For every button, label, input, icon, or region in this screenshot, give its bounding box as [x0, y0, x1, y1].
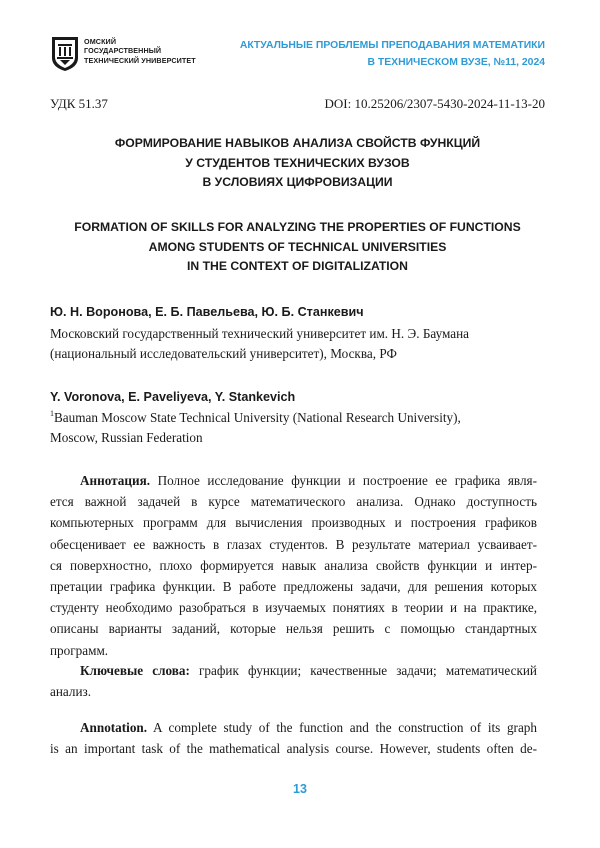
page-header — [50, 30, 545, 80]
abstract-line: ся поверхностно, плохо формируется навык анализа свойств функции и интер- — [50, 557, 537, 573]
abstract-line: программ. — [50, 642, 109, 658]
abstract-line — [50, 470, 537, 491]
abstract-text: A complete study of the function and the construction of its graph — [147, 720, 537, 735]
affiliation-english — [50, 408, 545, 447]
title-line: У СТУДЕНТОВ ТЕХНИЧЕСКИХ ВУЗОВ — [185, 155, 410, 170]
affiliation-line: Moscow, Russian Federation — [50, 429, 203, 445]
abstract-line: описаны варианты заданий, которые нельзя решить с помощью стандартных — [50, 621, 537, 637]
doi: DOI: 10.25206/2307-5430-2024-11-13-20 — [324, 96, 545, 111]
abstract-line: обесценивает ее важность в глазах студентов. В результате материал усваивает- — [50, 536, 537, 552]
affiliation-line: (национальный исследовательский университет), Москва, РФ — [50, 345, 397, 361]
abstract-line: ется важной задачей в курсе математического анализа. Однако доступность — [50, 494, 537, 510]
title-line: IN THE CONTEXT OF DIGITALIZATION — [187, 259, 408, 273]
udk-code: УДК 51.37 — [50, 96, 108, 111]
affiliation-text: Bauman Moscow State Technical University (National Research University), — [54, 410, 461, 425]
abstract-russian — [50, 470, 537, 661]
keywords-text: график функции; качественные задачи; математический — [189, 663, 537, 678]
title-line: AMONG STUDENTS OF TECHNICAL UNIVERSITIES — [148, 239, 447, 254]
journal-title — [240, 38, 545, 71]
keywords-line: анализ. — [50, 684, 92, 700]
title-line: В УСЛОВИЯХ ЦИФРОВИЗАЦИИ — [202, 175, 393, 189]
journal-title-line2: В ТЕХНИЧЕСКОМ ВУЗЕ, №11, 2024 — [367, 56, 545, 68]
keywords-russian — [50, 660, 537, 702]
affiliation-russian — [50, 324, 545, 363]
keywords-line — [50, 660, 537, 681]
abstract-line — [50, 717, 537, 738]
logo-line: ГОСУДАРСТВЕННЫЙ — [84, 46, 162, 56]
title-english — [50, 218, 545, 277]
article-meta — [50, 96, 545, 114]
title-line: FORMATION OF SKILLS FOR ANALYZING THE PROPERTIES OF FUNCTIONS — [74, 220, 521, 234]
affiliation-line — [50, 408, 545, 428]
logo-line: ТЕХНИЧЕСКИЙ УНИВЕРСИТЕТ — [84, 55, 196, 65]
title-russian — [50, 134, 545, 193]
logo-line: ОМСКИЙ — [84, 37, 117, 46]
logo-text — [84, 37, 194, 65]
abstract-line: претации графика функции. В работе предложены задачи, для решения которых — [50, 578, 537, 594]
title-line: ФОРМИРОВАНИЕ НАВЫКОВ АНАЛИЗА СВОЙСТВ ФУНКЦИЙ — [114, 136, 481, 150]
affiliation-marker: 1 — [50, 408, 54, 418]
abstract-english — [50, 717, 537, 759]
abstract-line: is an important task of the mathematical analysis course. However, students often de- — [50, 741, 537, 757]
authors-english: Y. Voronova, E. Paveliyeva, Y. Stankevich — [50, 390, 296, 404]
journal-title-line1: АКТУАЛЬНЫЕ ПРОБЛЕМЫ ПРЕПОДАВАНИЯ МАТЕМАТИКИ — [239, 40, 545, 51]
abstract-line: студенту необходимо разобраться в изучаемых понятиях в теории и на практике, — [50, 600, 537, 616]
abstract-line: компьютерных программ для вычисления производных и построения графиков — [50, 515, 537, 531]
university-logo — [50, 34, 196, 74]
abstract-label: Аннотация. — [80, 473, 151, 488]
authors-russian: Ю. Н. Воронова, Е. Б. Павельева, Ю. Б. Станкевич — [50, 305, 364, 319]
page-number: 13 — [293, 782, 307, 796]
university-emblem-icon — [50, 34, 80, 72]
affiliation-line: Московский государственный технический университет им. Н. Э. Баумана — [50, 326, 470, 341]
abstract-label: Annotation. — [80, 720, 148, 735]
abstract-text: Полное исследование функции и построение ее графика явля- — [150, 473, 537, 488]
keywords-label: Ключевые слова: — [80, 663, 190, 678]
